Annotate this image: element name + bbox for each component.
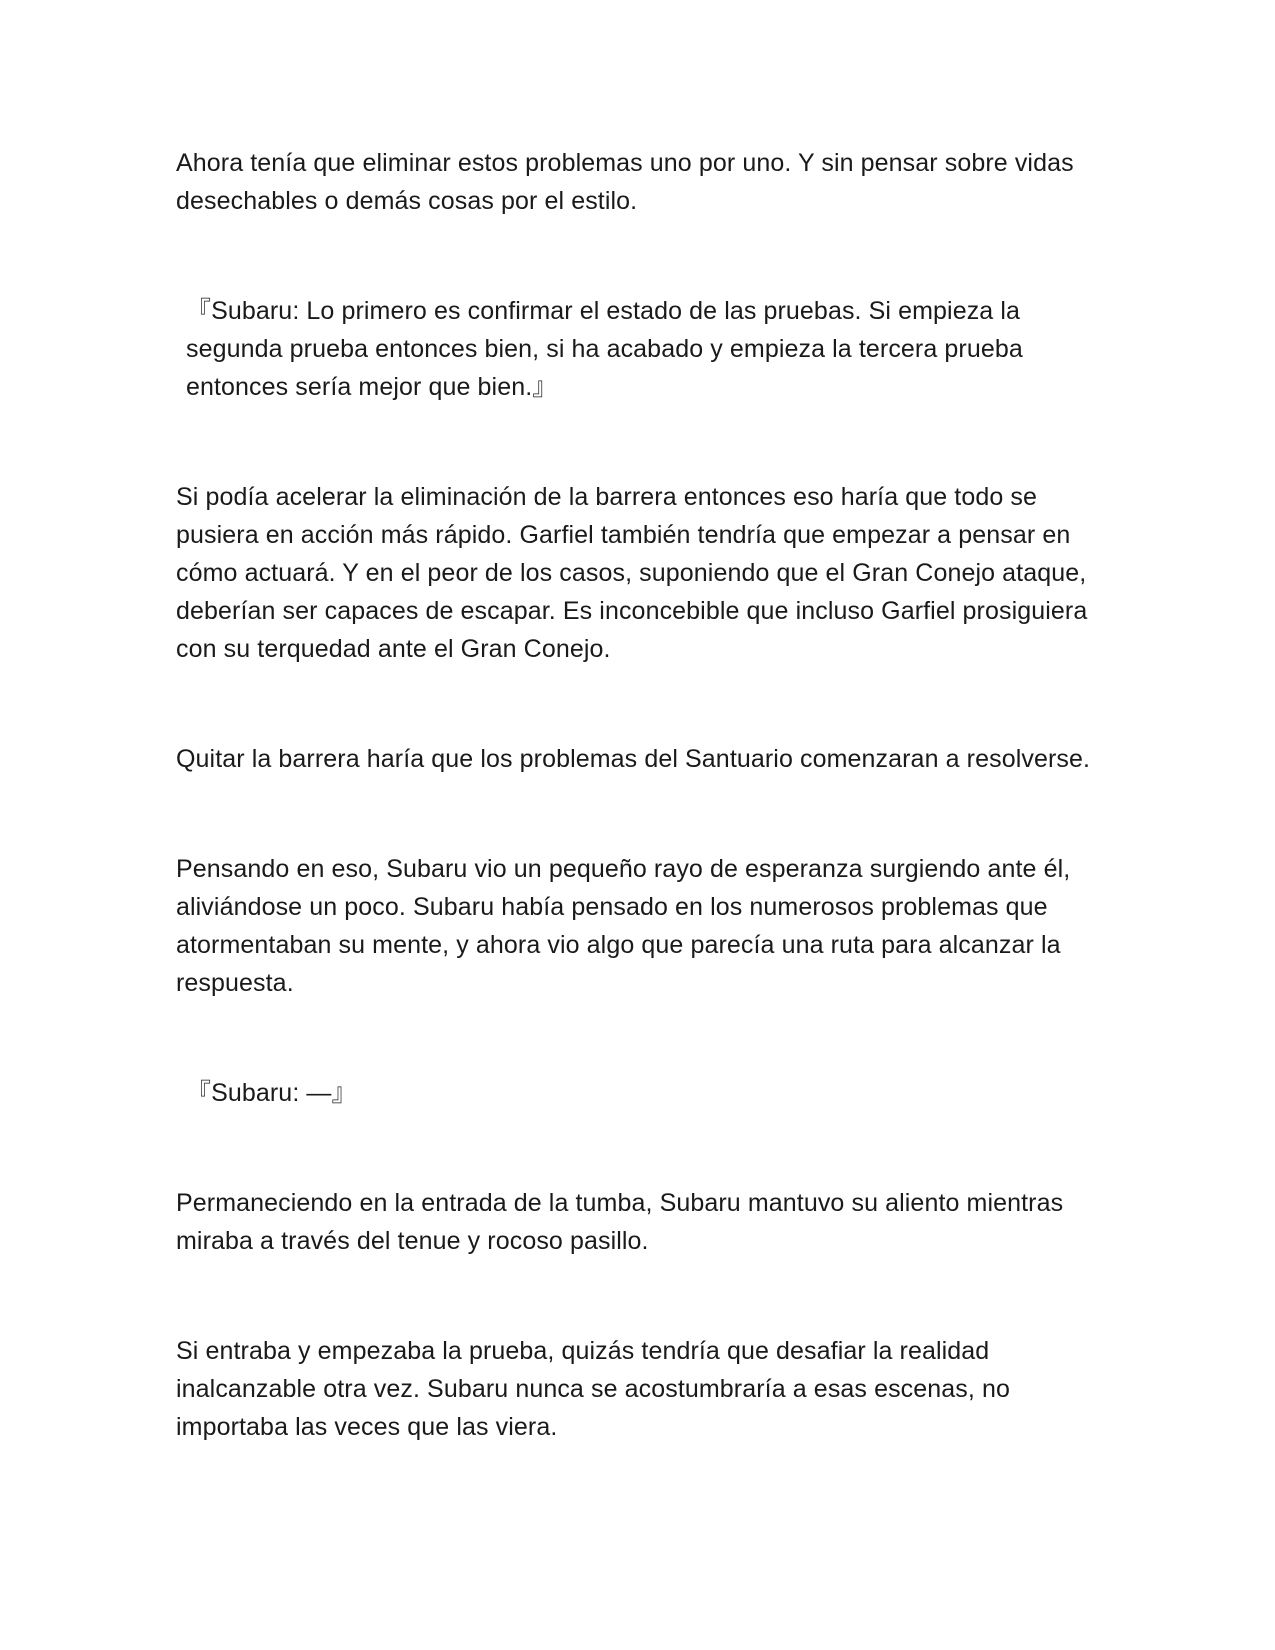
paragraph-narration: Ahora tenía que eliminar estos problemas uno por uno. Y sin pensar sobre vidas desechables o demás cosas por el estilo.	[176, 149, 1074, 215]
paragraph-narration: Si entraba y empezaba la prueba, quizás tendría que desafiar la realidad inalcanzable otra vez. Subaru nunca se acostumbraría a esas escenas, no importaba las veces que las viera.	[176, 1337, 1010, 1441]
document-body	[176, 144, 1096, 1446]
paragraph-narration: Si podía acelerar la eliminación de la barrera entonces eso haría que todo se pusiera en acción más rápido. Garfiel también tendría que empezar a pensar en cómo actuará. Y en el peor de los casos, suponiendo que el Gran Conejo ataque, deberían ser capaces de escapar. Es inconcebible que incluso Garfiel prosiguiera con su terquedad ante el Gran Conejo.	[176, 483, 1088, 663]
paragraph-narration: Permaneciendo en la entrada de la tumba, Subaru mantuvo su aliento mientras miraba a través del tenue y rocoso pasillo.	[176, 1189, 1064, 1255]
paragraph-dialogue-subaru: 『Subaru: Lo primero es confirmar el estado de las pruebas. Si empieza la segunda prueba entonces bien, si ha acabado y empieza la tercera prueba entonces sería mejor que bien.』	[186, 297, 1023, 401]
paragraph-narration: Quitar la barrera haría que los problemas del Santuario comenzaran a resolverse.	[176, 745, 1091, 773]
paragraph-narration: Pensando en eso, Subaru vio un pequeño rayo de esperanza surgiendo ante él, aliviándose un poco. Subaru había pensado en los numerosos problemas que atormentaban su mente, y ahora vio algo que parecía una ruta para alcanzar la respuesta.	[176, 855, 1071, 997]
paragraph-dialogue-subaru: 『Subaru: —』	[186, 1079, 357, 1107]
